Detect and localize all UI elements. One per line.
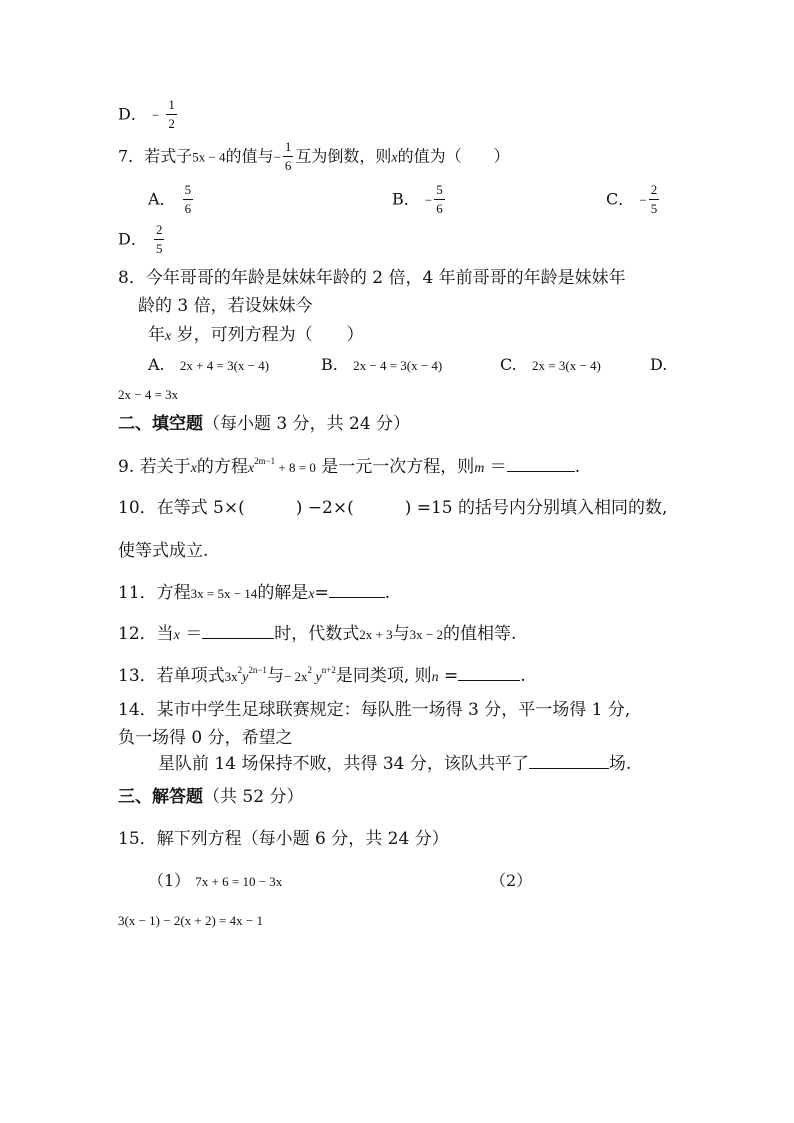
question-8-line3: 年x 岁，可列方程为（ ） <box>148 325 364 345</box>
question-13: 13．若单项式$3x^2y^{2n-1}$与− $2x^2$ $y^{n+2}$是同类项, 则n = . <box>118 665 526 686</box>
q7-option-c: C． − $\frac{2}{5}$ <box>606 182 658 217</box>
question-8-line2: 龄的 3 倍，若设妹妹今 <box>138 296 313 316</box>
section-2-heading: 二、填空题（每小题 3 分，共 24 分） <box>118 414 411 434</box>
section-3-heading: 三、解答题（共 52 分） <box>118 787 304 807</box>
q8-option-d-expr: 2x − 4 = 3x <box>118 387 179 402</box>
q14-answer-blank[interactable] <box>529 754 609 769</box>
question-12: 12．当x ＝ 时，代数式2x + 3与3x − 2的值相等. <box>118 624 517 644</box>
q13-answer-blank[interactable] <box>458 666 520 681</box>
q7-option-d: D． $\frac{2}{5}$ <box>118 222 163 257</box>
question-14-line3: 星队前 14 场保持不败，共得 34 分，该队共平了 场. <box>158 754 632 774</box>
question-10-line1: 10．在等式 5×( ) −2×( ) =15 的括号内分别填入相同的数, <box>118 498 668 518</box>
q15-part-1: （1） 7x + 6 = 10 − 3x <box>148 871 283 890</box>
q8-option-d-label: D. <box>650 355 668 374</box>
question-14-line1: 14．某市中学生足球联赛规定：每队胜一场得 3 分，平一场得 1 分, <box>118 700 631 720</box>
q7-option-a: A． $\frac{5}{6}$ <box>148 182 192 217</box>
question-10-line2: 使等式成立. <box>118 541 209 561</box>
q6-option-d: D． − $\frac{1}{2}$ <box>118 97 175 132</box>
q15-part-2-label: （2） <box>490 871 533 890</box>
q9-answer-blank[interactable] <box>507 457 575 472</box>
question-8-line1: 8．今年哥哥的年龄是妹妹年龄的 2 倍，4 年前哥哥的年龄是妹妹年 <box>118 268 626 288</box>
q12-answer-blank[interactable] <box>202 624 274 639</box>
q7-option-b: B． − $\frac{5}{6}$ <box>392 182 443 217</box>
q11-answer-blank[interactable] <box>329 583 385 598</box>
question-14-line2: 负一场得 0 分，希望之 <box>118 728 293 748</box>
q8-option-c: C. 2x = 3(x − 4) <box>500 355 601 374</box>
q15-part-2-expr: 3(x − 1) − 2(x + 2) = 4x − 1 <box>118 913 263 928</box>
question-15: 15．解下列方程（每小题 6 分，共 24 分） <box>118 829 449 849</box>
question-7: 7．若式子5x − 4的值与− $\frac{1}{6}$ 互为倒数，则x的值为（ ） <box>118 139 510 174</box>
q7-fraction: $\frac{1}{6}$ <box>284 139 292 174</box>
q6-option-d-fraction: $\frac{1}{2}$ <box>168 97 175 132</box>
q8-option-b: B. 2x − 4 = 3(x − 4) <box>321 355 443 374</box>
question-11: 11．方程3x = 5x − 14的解是x= . <box>118 583 391 603</box>
question-9: 9. 若关于x的方程$x^{2m-1} + 8 = 0$ 是一元一次方程，则m ＝ . <box>118 456 581 477</box>
q8-option-a: A. 2x + 4 = 3(x − 4) <box>148 355 270 374</box>
